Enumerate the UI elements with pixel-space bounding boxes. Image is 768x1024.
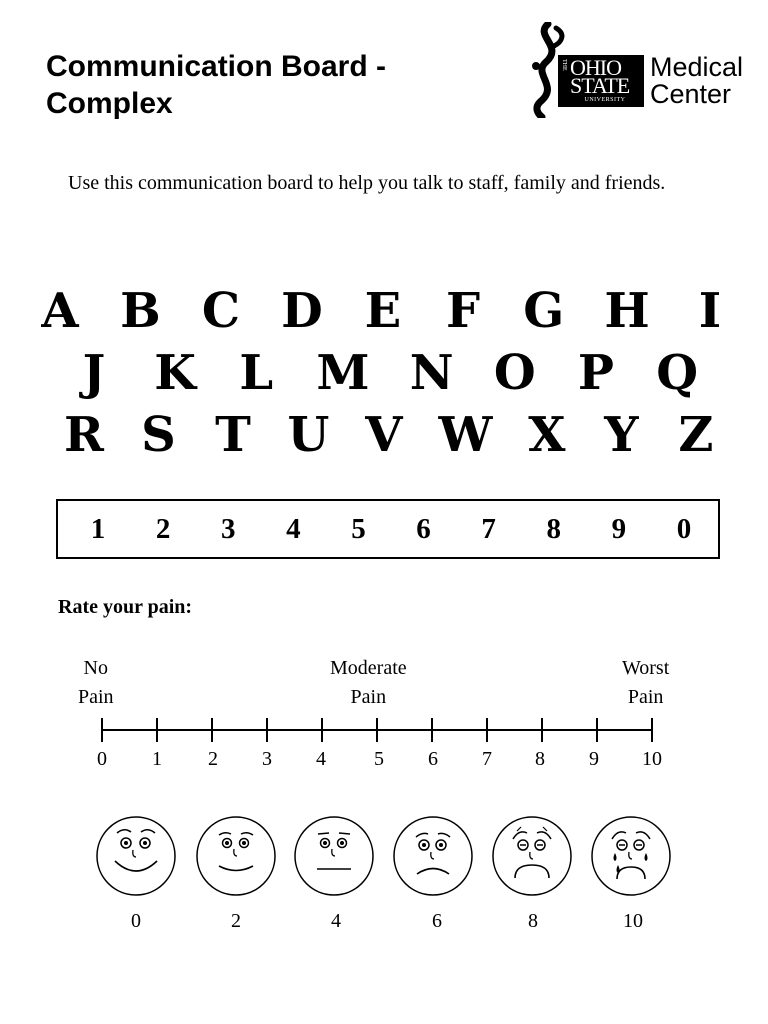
logo-the: THE	[561, 59, 567, 71]
letter-f[interactable]: F	[446, 283, 481, 339]
letter-c[interactable]: C	[201, 283, 241, 339]
letter-j[interactable]: J	[82, 345, 106, 401]
alphabet-row-1	[40, 280, 730, 342]
scale-number-10: 10	[642, 748, 662, 770]
medical-center-logo	[526, 22, 744, 118]
scale-number-8: 8	[535, 748, 545, 770]
worst-pain-line-2: Pain	[627, 686, 664, 708]
face-value-2: 2	[231, 910, 241, 932]
scale-number-0: 0	[97, 748, 107, 770]
number-7[interactable]: 7	[481, 512, 496, 545]
scale-number-2: 2	[208, 748, 218, 770]
scale-number-6: 6	[428, 748, 438, 770]
logo-university: UNIVERSITY	[584, 97, 626, 103]
face-value-10: 10	[623, 910, 643, 932]
pain-scale-line	[90, 712, 670, 748]
letter-a[interactable]: A	[41, 283, 79, 339]
letter-g[interactable]: G	[523, 283, 565, 339]
letter-i[interactable]: I	[698, 283, 722, 339]
letter-s[interactable]: S	[141, 407, 176, 463]
face-neutral-icon[interactable]	[293, 815, 375, 897]
scale-number-5: 5	[374, 748, 384, 770]
face-happy-icon[interactable]	[195, 815, 277, 897]
title-line-1: Communication Board -	[46, 50, 387, 83]
number-0[interactable]: 0	[676, 512, 692, 545]
worst-pain-label	[622, 654, 669, 712]
scale-number-7: 7	[482, 748, 492, 770]
pain-heading: Rate your pain:	[58, 596, 193, 618]
letter-l[interactable]: L	[239, 345, 274, 401]
face-sad-icon[interactable]	[392, 815, 474, 897]
face-very-sad-icon[interactable]	[491, 815, 573, 897]
face-very-happy-icon[interactable]	[95, 815, 177, 897]
letter-t[interactable]: T	[215, 407, 251, 463]
face-value-0: 0	[131, 910, 141, 932]
alphabet-row-2	[40, 342, 730, 404]
letter-v[interactable]: V	[365, 407, 403, 463]
scale-number-3: 3	[262, 748, 272, 770]
face-value-8: 8	[528, 910, 538, 932]
letter-m[interactable]: M	[316, 345, 370, 401]
number-1[interactable]: 1	[90, 512, 106, 545]
face-value-4: 4	[331, 910, 341, 932]
letter-z[interactable]: Z	[678, 407, 714, 463]
logo-state: STATE	[570, 73, 630, 98]
letter-w[interactable]: W	[438, 407, 493, 463]
letter-d[interactable]: D	[281, 283, 323, 339]
intro-text: Use this communication board to help you talk to staff, family and friends.	[68, 172, 666, 194]
letter-b[interactable]: B	[120, 283, 161, 339]
letter-k[interactable]: K	[154, 345, 196, 401]
letter-n[interactable]: N	[409, 345, 454, 401]
letter-u[interactable]: U	[287, 407, 330, 463]
letter-r[interactable]: R	[64, 407, 104, 463]
alphabet-row-3	[40, 404, 730, 466]
number-9[interactable]: 9	[611, 512, 627, 545]
scale-number-9: 9	[589, 748, 599, 770]
letter-x[interactable]: X	[528, 407, 566, 463]
no-pain-line-2: Pain	[78, 686, 114, 708]
number-board	[56, 499, 720, 559]
letter-o[interactable]: O	[493, 345, 536, 401]
title-line-2: Complex	[46, 87, 173, 120]
face-crying-icon[interactable]	[590, 815, 672, 897]
number-4[interactable]: 4	[286, 512, 301, 545]
number-5[interactable]: 5	[351, 512, 366, 545]
number-6[interactable]: 6	[416, 512, 431, 545]
no-pain-label	[78, 654, 114, 712]
no-pain-line-1: No	[83, 657, 108, 679]
letter-q[interactable]: Q	[656, 345, 698, 401]
number-3[interactable]: 3	[220, 512, 236, 545]
scale-number-1: 1	[152, 748, 162, 770]
letter-y[interactable]: Y	[604, 407, 639, 463]
page-title	[46, 48, 486, 122]
logo-medical: Medical	[650, 52, 744, 82]
moderate-pain-line-2: Pain	[350, 686, 387, 708]
number-2[interactable]: 2	[155, 512, 171, 545]
logo-ohio: OHIO	[570, 55, 621, 80]
moderate-pain-label	[330, 654, 407, 712]
worst-pain-line-1: Worst	[622, 657, 670, 679]
face-value-6: 6	[432, 910, 442, 932]
ohio-state-wordmark	[558, 55, 644, 107]
moderate-pain-line-1: Moderate	[330, 657, 407, 679]
letter-p[interactable]: P	[577, 345, 614, 401]
letter-h[interactable]: H	[604, 283, 650, 339]
alphabet-board	[40, 280, 730, 466]
logo-center: Center	[650, 79, 732, 109]
number-8[interactable]: 8	[546, 512, 562, 545]
scale-number-4: 4	[316, 748, 326, 770]
letter-e[interactable]: E	[364, 283, 402, 339]
